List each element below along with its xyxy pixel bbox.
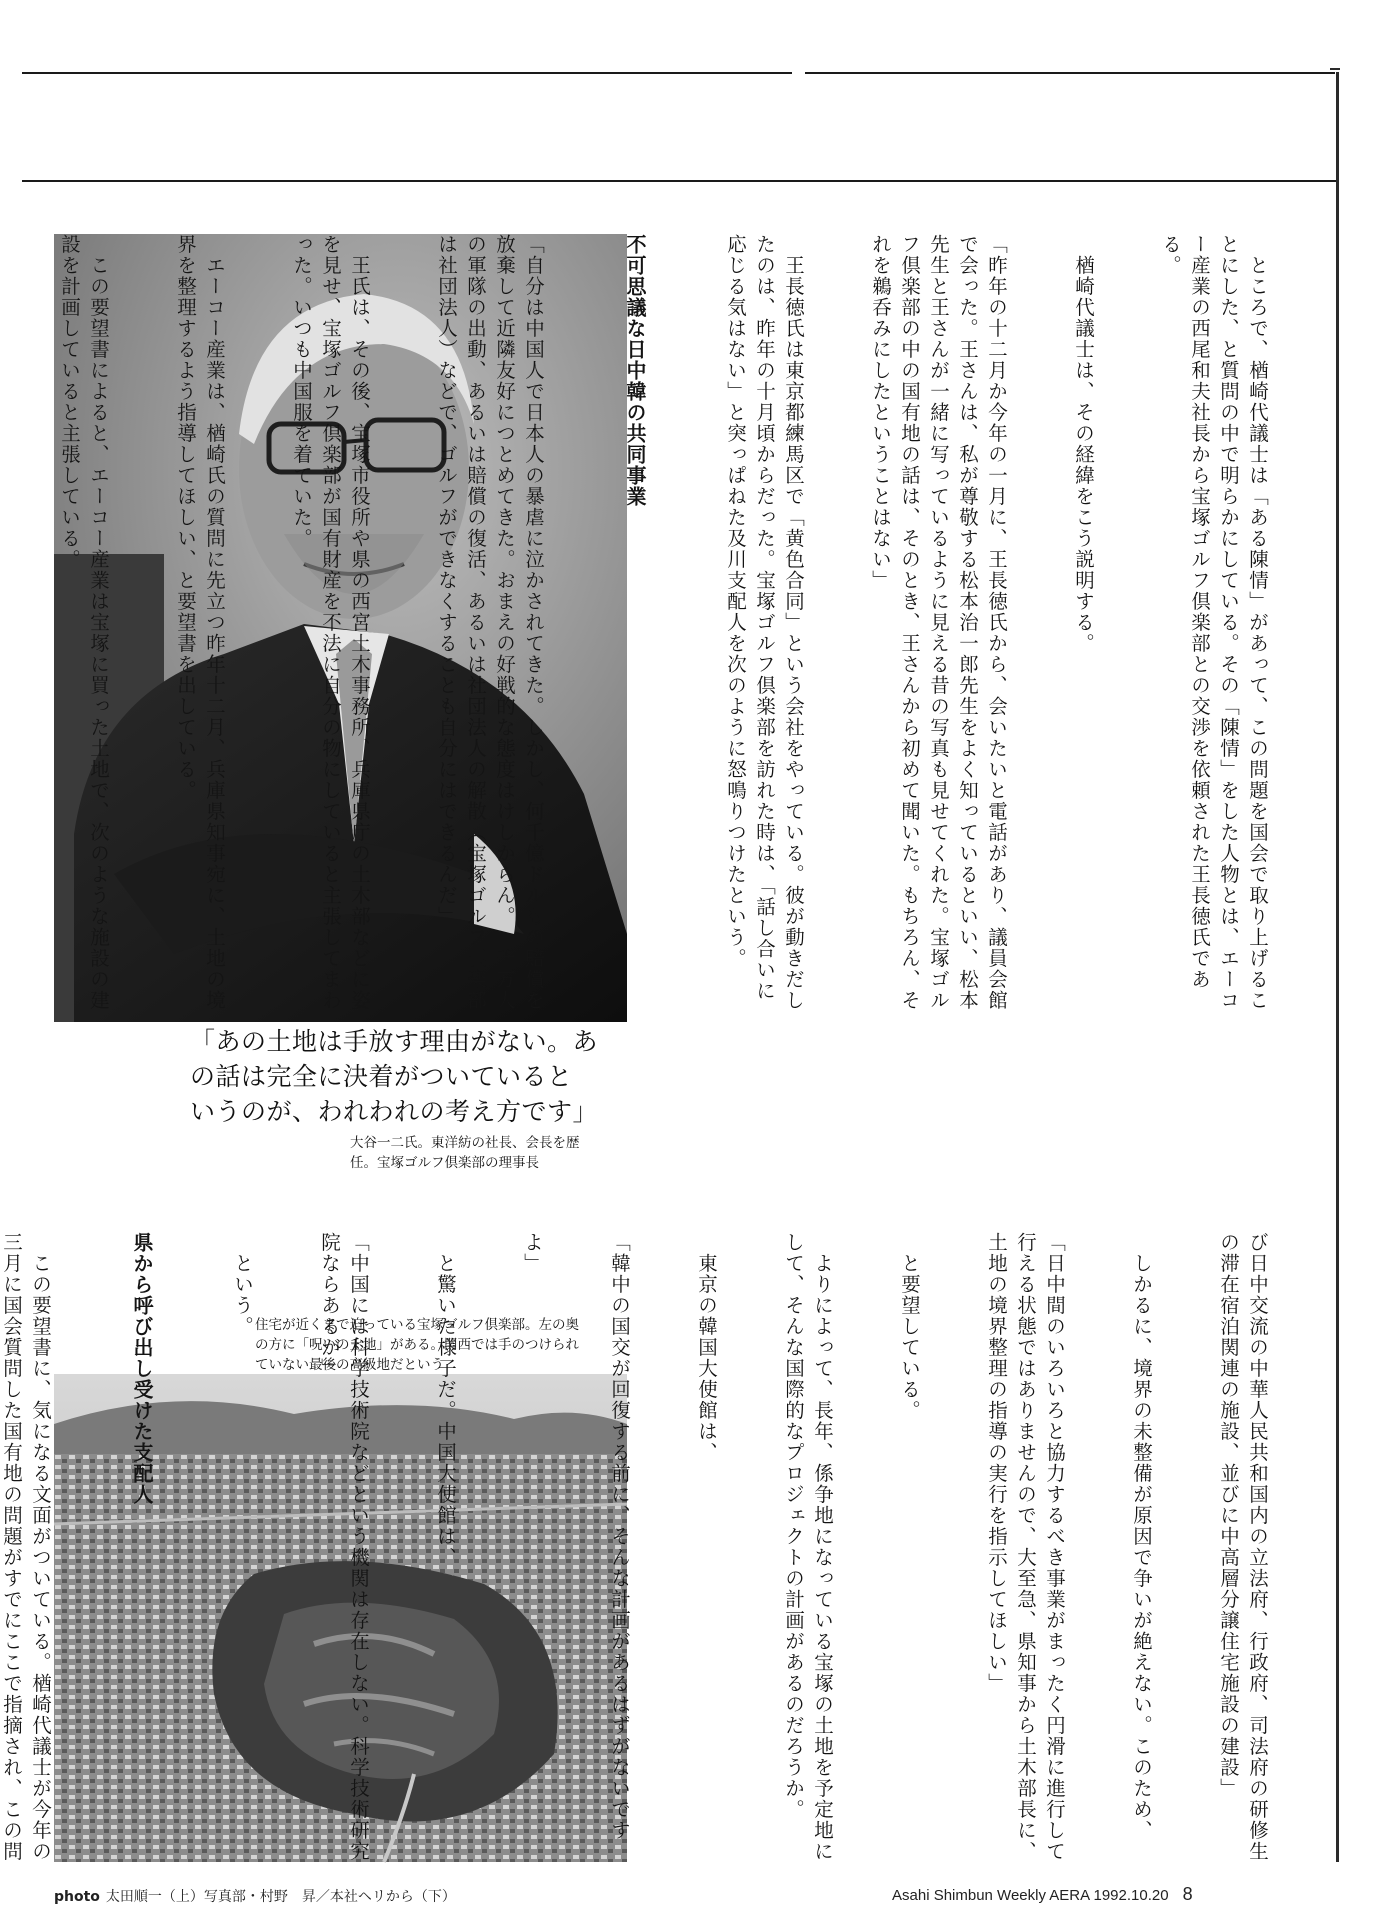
portrait-caption — [350, 1133, 580, 1173]
caption-line: 任。宝塚ゴルフ倶楽部の理事長 — [350, 1155, 539, 1171]
section-heading: 不可思議な日中韓の共同事業 — [623, 234, 647, 507]
pull-quote-line: いうのが、われわれの考え方です」 — [190, 1097, 599, 1126]
caption-line: ていない最後の高級地だという — [255, 1357, 444, 1373]
publication-name: Asahi Shimbun Weekly AERA 1992.10.20 — [892, 1887, 1169, 1904]
paragraph: ところで、楢崎代議士は「ある陳情」があって、この問題を国会で取り上げることにした、と質問の中で明らかにしている。その「陳情」をした人物とは、エーコー産業の西尾和夫社長から宝塚ゴルフ倶楽部との交渉を依頼された王長徳氏である。 — [1159, 234, 1269, 1011]
page-edge-corner — [1330, 68, 1340, 70]
caption-line: の方に「呪いの土地」がある。関西では手のつけられ — [255, 1337, 579, 1353]
article-upper-block — [58, 234, 1330, 1019]
header-rule-bottom — [22, 180, 1337, 182]
paragraph: 楢崎代議士は、その経緯をこう説明する。 — [1072, 234, 1095, 654]
paragraph: しかるに、境界の未整備が原因で争いが絶えない。このため、 — [1130, 1232, 1153, 1841]
paragraph: という。 — [231, 1232, 254, 1337]
pull-quote-line: 「あの土地は手放す理由がない。あ — [190, 1027, 599, 1056]
paragraph: エーコー産業は、楢崎氏の質問に先立つ昨年十二月、兵庫県知事宛に、土地の境界を整理するよう指導してほしい、と要望書を出している。 — [174, 234, 226, 1011]
photo-credit — [54, 1886, 456, 1906]
paragraph: よ」 — [521, 1232, 544, 1274]
paragraph: この要望書によると、エーコー産業は宝塚に買った土地で、次のような施設の建設を計画していると主張している。 — [58, 234, 110, 1011]
paragraph: び日中交流の中華人民共和国内の立法府、行政府、司法府の研修生の滞在宿泊関連の施設、並びに中高層分譲住宅施設の建設」 — [1217, 1232, 1269, 1862]
paragraph: この要望書に、気になる文面がついている。楢崎代議士が今年の三月に国会質問した国有地の問題がすでにここで指摘され、この問 — [0, 1232, 52, 1862]
paragraph: 「日中間のいろいろと協力するべき事業がまったく円滑に進行して行える状態ではありませんので、大至急、県知事から土木部長に、土地の境界整理の指導の実行を指示してほしい」 — [985, 1232, 1066, 1862]
photo-credit-text: 太田順一（上）写真部・村野 昇／本社ヘリから（下） — [105, 1889, 456, 1905]
paragraph: 「韓中の国交が回復する前に、そんな計画があるはずがないです — [608, 1232, 631, 1841]
paragraph: 東京の韓国大使館は、 — [695, 1232, 718, 1463]
paragraph: 「中国には科学技術院などという機関は存在しない。科学技術研究院ならあるが」 — [318, 1232, 370, 1862]
paragraph: と要望している。 — [898, 1232, 921, 1421]
page-edge — [1336, 72, 1339, 1862]
publication-footer — [892, 1884, 1193, 1905]
pull-quote — [190, 1024, 630, 1129]
caption-line: 大谷一二氏。東洋紡の社長、会長を歴 — [350, 1135, 580, 1151]
pull-quote-line: の話は完全に決着がついていると — [190, 1062, 573, 1091]
paragraph: 王長徳氏は東京都練馬区で「黄色合同」という会社をやっている。彼が動きだしたのは、昨年の十月頃からだった。宝塚ゴルフ倶楽部を訪れた時は、「話し合いに応じる気はない」と突っぱねた及川支配人を次のように怒鳴りつけたという。 — [724, 234, 805, 1011]
header-rule-top-left — [22, 72, 792, 74]
header-rule-top-right — [805, 72, 1335, 74]
paragraph: 「昨年の十二月か今年の一月に、王長徳氏から、会いたいと電話があり、議員会館で会った。王さんは、私が尊敬する松本治一郎先生をよく知っているといい、松本先生と王さんが一緒に写っているように見える昔の写真も見せてくれた。宝塚ゴルフ倶楽部の中の国有地の話は、そのとき、王さんから初めて聞いた。もちろん、それを鵜呑みにしたということはない」 — [869, 234, 1008, 1011]
paragraph: 「自分は中国人で日本人の暴虐に泣かされてきた。しかし、何千億ドルもの賠償を放棄して近隣友好につとめてきた。おまえの好戦的な態度はけしからん。一千万人の軍隊の出動、あるいは賠償の復活、あるいは社団法人の解散（宝塚ゴルフ倶楽部は社団法人）などで、ゴルフができなくすることも自分にはできるんだ」 — [435, 234, 545, 1011]
paragraph: よりによって、長年、係争地になっている宝塚の土地を予定地にして、そんな国際的なプロジェクトの計画があるのだろうか。 — [782, 1232, 834, 1862]
caption-line: 住宅が近くまで迫っている宝塚ゴルフ倶楽部。左の奥 — [255, 1317, 579, 1333]
page-number: 8 — [1182, 1884, 1193, 1904]
paragraph: 王氏は、その後、宝塚市役所や県の西宮土木事務所、兵庫県庁の土木部などに姿を見せ、宝塚ゴルフ倶楽部が国有財産を不法に自分の物にしていると主張してまわった。いつも中国服を着ていた。 — [290, 234, 371, 1011]
paragraph: と驚いた様子だ。中国大使館は、 — [434, 1232, 457, 1568]
photo-label: photo — [54, 1889, 100, 1905]
section-heading: 県から呼び出し受けた支配人 — [130, 1232, 154, 1505]
